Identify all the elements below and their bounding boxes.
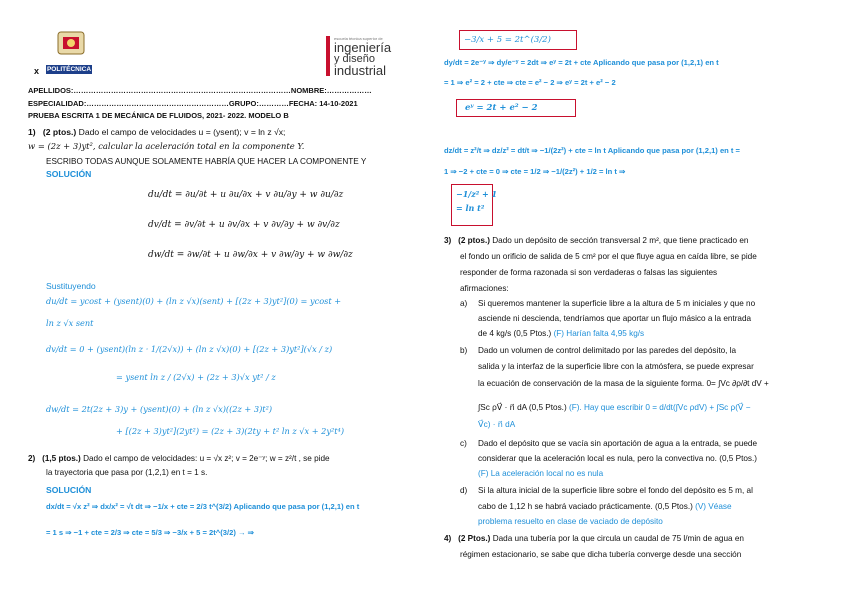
q1-subst: Sustituyendo — [46, 281, 96, 291]
q3-b-line-0: Dado un volumen de control delimitado por las paredes del depósito, la — [478, 346, 737, 355]
q4-points: (2 Ptos.) — [458, 534, 491, 543]
upm-logo-text: POLITÉCNICA — [46, 66, 92, 73]
q3-d-answer-2: problema resuelto en clase de vaciado de depósito — [478, 517, 663, 526]
q2-statement-2: la trayectoria que pasa por (1,2,1) en t = 1 s. — [46, 468, 208, 477]
etsidi-bar-icon — [326, 36, 330, 76]
q3-c-line-0: Dado el depósito que se vacía sin aportación de agua a la entrada, se puede — [478, 439, 758, 448]
q3-c-line-1: considerar que la aceleración local es nula, pero la convectiva no. (0,5 Ptos.) — [478, 454, 757, 463]
dz-line-2: 1 ⇒ −2 + cte = 0 ⇒ cte = 1/2 ⇒ −1/(2z²) + 1/2 = ln t ⇒ — [444, 167, 626, 176]
result-box-z — [451, 184, 498, 226]
q1-eq-w: dw/dt = ∂w/∂t + u ∂w/∂x + v ∂w/∂y + w ∂w/∂z — [148, 250, 353, 260]
q2-statement — [28, 452, 428, 465]
q1-res-v2: = ysent ln z / (2√x) + (2z + 3)√x yt² / z — [116, 372, 276, 382]
q3-heading — [444, 234, 748, 247]
result-box-z-line-2: = ln t² — [456, 203, 485, 213]
q3-label: 3) — [444, 236, 452, 245]
q1-res-w: dw/dt = 2t(2z + 3)y + (ysent)(0) + (ln z √x)((2z + 3)t²) — [46, 404, 273, 414]
q2-label: 2) — [28, 454, 36, 463]
q1-eq-v: dv/dt = ∂v/∂t + u ∂v/∂x + v ∂v/∂y + w ∂v/∂z — [148, 220, 340, 230]
q3-b-line-3 — [478, 401, 751, 414]
q3-intro-1: el fondo un orificio de salida de 5 cm² por el que fluye agua en caída libre, se pide — [460, 252, 757, 261]
q2-statement-text: Dado el campo de velocidades: u = √x z²; v = 2e⁻ʸ; w = z²/t , se pide — [83, 454, 330, 463]
q3-c-answer: (F) La aceleración local no es nula — [478, 469, 604, 478]
q2-line-1: dx/dt = √x z² ⇒ dx/x² = √t dt ⇒ −1/x + cte = 2/3 t^(3/2) Aplicando que pasa por (1,2,1) en t — [46, 502, 360, 511]
etsidi-line-1: ingeniería — [334, 40, 392, 55]
q3-d-line-1-text: cabo de 1,12 h se habrá vaciado prácticamente. (0,5 Ptos.) — [478, 502, 693, 511]
q1-eq-u: du/dt = ∂u/∂t + u ∂u/∂x + v ∂u/∂y + w ∂u/∂z — [148, 190, 344, 200]
q3-d-line-1 — [478, 500, 732, 513]
etsidi-small-text: escuela técnica superior de — [334, 36, 383, 41]
q3-a-label: a) — [460, 299, 468, 308]
q2-line-2: = 1 s ⇒ −1 + cte = 2/3 ⇒ cte = 5/3 ⇒ −3/x + 5 = 2t^(3/2) → ⇒ — [46, 528, 255, 537]
etsidi-line-3: industrial — [334, 63, 387, 78]
q3-b-line-3-text: ∫Sc ρV⃗ · n⃗ dA (0,5 Ptos.) — [478, 403, 567, 412]
q3-b-line-2: la ecuación de conservación de la masa de la siguiente forma. 0= ∫Vc ∂ρ/∂t dV + — [478, 379, 769, 388]
upm-logo — [46, 30, 96, 73]
q3-intro-0: Dado un depósito de sección transversal 2 m², que tiene practicado en — [492, 236, 749, 245]
exam-title: PRUEBA ESCRITA 1 DE MECÁNICA DE FLUIDOS, 2021- 2022. MODELO B — [28, 111, 289, 120]
q3-intro-3: afirmaciones: — [460, 284, 509, 293]
especialidad-line: ESPECIALIDAD:…………………………………………………GRUPO:…………FECHA: 14-10-2021 — [28, 99, 358, 108]
q4-heading — [444, 532, 744, 545]
q1-statement-2: w = (2z + 3)yt², calcular la aceleración total en la componente Y. — [28, 141, 305, 151]
q1-label: 1) — [28, 127, 36, 137]
q1-res-v: dv/dt = 0 + (ysent)(ln z · 1/(2√x)) + (ln z √x)(0) + [(2z + 3)yt²](√x / z) — [46, 344, 333, 354]
q4-line-1: régimen estacionario, se sabe que dicha tubería converge desde una sección — [460, 550, 742, 559]
q3-c-label: c) — [460, 439, 467, 448]
dy-line-2: = 1 ⇒ e² = 2 + cte ⇒ cte = e² − 2 ⇒ eʸ = 2t + e² − 2 — [444, 78, 616, 87]
q3-a-answer: (F) Harían falta 4,95 kg/s — [553, 329, 645, 338]
q1-res-u2: ln z √x sent — [46, 318, 94, 328]
q4-label: 4) — [444, 534, 452, 543]
q1-res-u: du/dt = ycost + (ysent)(0) + (ln z √x)(sent) + [(2z + 3)yt²](0) = ycost + — [46, 296, 342, 306]
q1-statement-text: Dado el campo de velocidades u = (ysent); v = ln z √x; — [78, 127, 286, 137]
q3-b-label: b) — [460, 346, 468, 355]
q1-solution-heading: SOLUCIÓN — [46, 169, 92, 179]
result-box-z-line-1: −1/z² + 1 — [456, 189, 498, 199]
apellidos-line: APELLIDOS:……………………………………………………………………………NOMBRE:……………… — [28, 86, 372, 95]
q3-b-line-1: salida y la interfaz de la superficie libre con la atmósfera, se puede expresar — [478, 362, 754, 371]
result-box-y: eʸ = 2t + e² − 2 — [456, 99, 576, 117]
q3-points: (2 ptos.) — [458, 236, 490, 245]
etsidi-logo — [322, 34, 402, 78]
upm-crest-icon — [46, 30, 96, 60]
x-mark: x — [34, 66, 40, 76]
q2-solution-heading: SOLUCIÓN — [46, 485, 92, 495]
q3-a-line-2 — [478, 327, 644, 340]
q3-intro-2: responder de forma razonada si son verdaderas o falsas las siguientes — [460, 268, 718, 277]
q1-note: ESCRIBO TODAS AUNQUE SOLAMENTE HABRÍA QUE HACER LA COMPONENTE Y — [46, 157, 367, 166]
q4-line-0: Dada una tubería por la que circula un caudal de 75 l/min de agua en — [492, 534, 744, 543]
dz-line-1: dz/dt = z²/t ⇒ dz/z² = dt/t ⇒ −1/(2z²) + cte = ln t Aplicando que pasa por (1,2,1) en t = — [444, 146, 740, 155]
dy-line-1: dy/dt = 2e⁻ʸ ⇒ dy/e⁻ʸ = 2dt ⇒ eʸ = 2t + cte Aplicando que pasa por (1,2,1) en t — [444, 58, 719, 67]
q3-a-line-1: asciende ni descienda, tendríamos que aportar un flujo másico a la entrada — [478, 314, 752, 323]
q3-d-answer: (V) Véase — [695, 502, 732, 511]
q3-a-line-0: Si queremos mantener la superficie libre a la altura de 5 m iniciales y que no — [478, 299, 756, 308]
q3-b-answer-2: V⃗c) · n⃗ dA — [478, 420, 516, 429]
q1-res-w2: + [(2z + 3)yt²](2yt²) = (2z + 3)(2ty + t² ln z √x + 2y²t⁴) — [116, 426, 345, 436]
q1-statement — [28, 126, 428, 139]
result-box-x: −3/x + 5 = 2t^(3/2) — [459, 30, 577, 50]
q2-points: (1,5 ptos.) — [42, 454, 81, 463]
q3-b-answer: (F). Hay que escribir 0 = d/dt(∫Vc ρdV) + ∫Sc ρ(V⃗ − — [568, 403, 751, 412]
q3-a-line-2-text: de 4 kg/s (0,5 Ptos.) — [478, 329, 552, 338]
q1-points: (2 ptos.) — [42, 127, 77, 137]
q3-d-line-0: Si la altura inicial de la superficie libre sobre el fondo del depósito es 5 m, al — [478, 486, 753, 495]
q3-d-label: d) — [460, 486, 468, 495]
etsidi-line-2: y diseño — [334, 53, 375, 65]
